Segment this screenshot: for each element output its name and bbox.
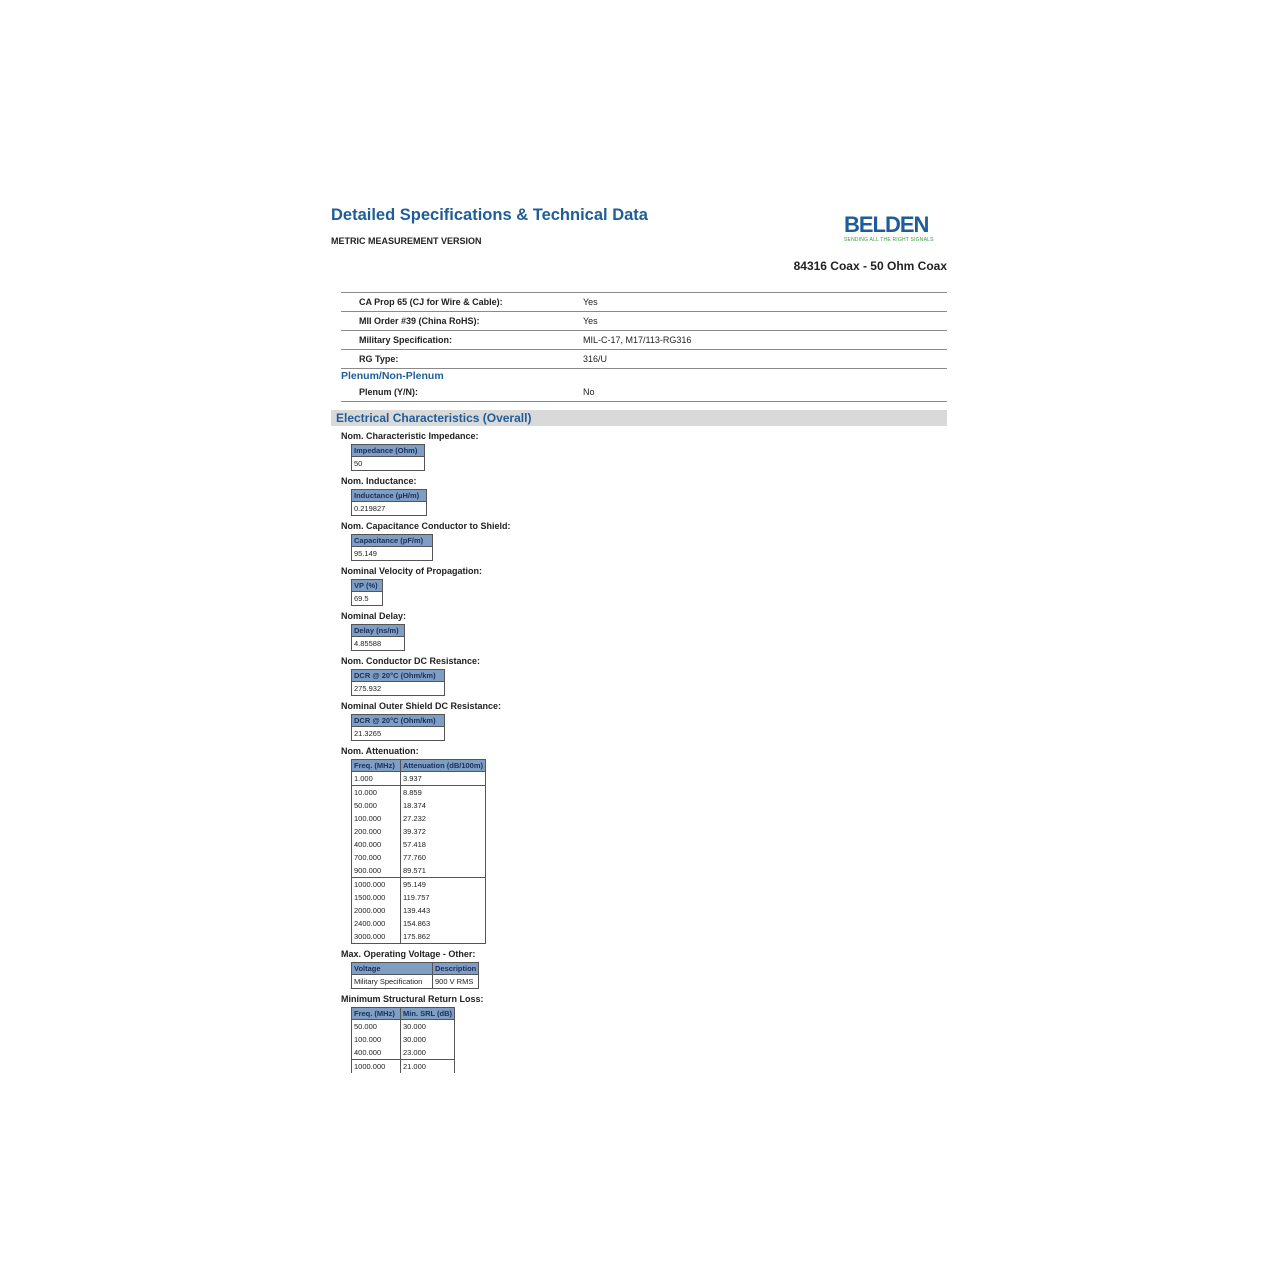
table-header: DCR @ 20°C (Ohm/km) [352,670,445,682]
table-cell: 21.000 [401,1060,455,1074]
table-cell: 77.760 [401,851,486,864]
table-cell: 30.000 [401,1020,455,1034]
conductor-dcr-label: Nom. Conductor DC Resistance: [341,656,481,666]
table-cell: 21.3265 [352,727,445,741]
table-header: Voltage [352,963,433,975]
table-cell: 1.000 [352,772,401,786]
table-row [352,891,486,904]
spec-label: CA Prop 65 (CJ for Wire & Cable): [359,297,503,307]
table-cell: 700.000 [352,851,401,864]
table-row [352,864,486,878]
table-cell: 119.757 [401,891,486,904]
attenuation-table [351,759,486,944]
belden-logo [844,214,934,243]
table-header: Freq. (MHz) [352,760,401,772]
table-header: Freq. (MHz) [352,1008,401,1020]
table-cell: 18.374 [401,799,486,812]
table-cell: 3.937 [401,772,486,786]
table-header: VP (%) [352,580,383,592]
spec-label: MII Order #39 (China RoHS): [359,316,480,326]
table-cell: 0.219827 [352,502,427,516]
table-cell: 100.000 [352,1033,401,1046]
table-row [352,975,479,989]
inductance-label: Nom. Inductance: [341,476,417,486]
table-cell: 1000.000 [352,878,401,892]
table-row [352,825,486,838]
table-row [352,1020,455,1034]
table-cell: 1500.000 [352,891,401,904]
table-cell: 95.149 [401,878,486,892]
table-header: DCR @ 20°C (Ohm/km) [352,715,445,727]
table-cell: 30.000 [401,1033,455,1046]
spec-row [341,349,947,369]
spec-row [341,330,947,349]
capacitance-table [351,534,433,561]
spec-value: No [583,387,595,397]
page-subtitle: METRIC MEASUREMENT VERSION [331,236,482,246]
electrical-blocks [341,426,511,1073]
table-cell: 100.000 [352,812,401,825]
table-row [352,917,486,930]
table-cell: 154.863 [401,917,486,930]
table-cell: 2400.000 [352,917,401,930]
shield-dcr-table [351,714,445,741]
table-cell: 89.571 [401,864,486,878]
capacitance-label: Nom. Capacitance Conductor to Shield: [341,521,511,531]
table-cell: 95.149 [352,547,433,561]
table-cell: 27.232 [401,812,486,825]
table-cell: 200.000 [352,825,401,838]
table-cell: 139.443 [401,904,486,917]
table-cell: 39.372 [401,825,486,838]
plenum-row [341,383,947,402]
impedance-label: Nom. Characteristic Impedance: [341,431,479,441]
table-row [352,786,486,800]
table-row [352,812,486,825]
conductor-dcr-table [351,669,445,696]
section-title: Electrical Characteristics (Overall) [336,411,532,425]
table-cell: 4.85588 [352,637,405,651]
table-row [352,838,486,851]
table-cell: 275.932 [352,682,445,696]
table-header: Impedance (Ohm) [352,445,425,457]
table-cell: 900.000 [352,864,401,878]
spec-label: Military Specification: [359,335,453,345]
table-row [352,851,486,864]
table-header: Min. SRL (dB) [401,1008,455,1020]
srl-table [351,1007,455,1073]
logo-wordmark: BELDEN [844,212,929,237]
table-header: Inductance (µH/m) [352,490,427,502]
spec-value: Yes [583,297,598,307]
table-cell: 10.000 [352,786,401,800]
spec-value: Yes [583,316,598,326]
table-cell: 175.862 [401,930,486,944]
table-row [352,799,486,812]
table-cell: 400.000 [352,1046,401,1060]
table-row [352,904,486,917]
product-name: 84316 Coax - 50 Ohm Coax [793,259,947,273]
table-cell: 2000.000 [352,904,401,917]
table-row [352,878,486,892]
table-cell: 23.000 [401,1046,455,1060]
table-cell: 50.000 [352,1020,401,1034]
table-cell: Military Specification [352,975,433,989]
table-header: Delay (ns/m) [352,625,405,637]
velocity-label: Nominal Velocity of Propagation: [341,566,483,576]
velocity-table [351,579,383,606]
voltage-table [351,962,479,989]
table-row [352,1046,455,1060]
table-cell: 8.859 [401,786,486,800]
spec-label: RG Type: [359,354,399,364]
table-cell: 50.000 [352,799,401,812]
logo-tagline: SENDING ALL THE RIGHT SIGNALS [844,237,934,243]
table-row [352,930,486,944]
table-row [352,1060,455,1074]
table-cell: 57.418 [401,838,486,851]
table-cell: 900 V RMS [433,975,479,989]
table-cell: 400.000 [352,838,401,851]
section-header [331,410,947,426]
table-cell: 69.5 [352,592,383,606]
table-row [352,1033,455,1046]
table-row [352,772,486,786]
spec-value: 316/U [583,354,608,364]
table-header: Description [433,963,479,975]
attenuation-label: Nom. Attenuation: [341,746,419,756]
spec-row [341,292,947,311]
plenum-heading: Plenum/Non-Plenum [341,370,444,382]
table-header: Capacitance (pF/m) [352,535,433,547]
table-header: Attenuation (dB/100m) [401,760,486,772]
spec-label: Plenum (Y/N): [359,387,419,397]
table-cell: 50 [352,457,425,471]
page-title: Detailed Specifications & Technical Data [331,206,648,224]
table-cell: 1000.000 [352,1060,401,1074]
general-specs-table [341,292,947,369]
table-cell: 3000.000 [352,930,401,944]
spec-value: MIL-C-17, M17/113-RG316 [583,335,692,345]
delay-label: Nominal Delay: [341,611,407,621]
voltage-label: Max. Operating Voltage - Other: [341,949,476,959]
srl-label: Minimum Structural Return Loss: [341,994,484,1004]
impedance-table [351,444,425,471]
inductance-table [351,489,427,516]
spec-row [341,311,947,330]
shield-dcr-label: Nominal Outer Shield DC Resistance: [341,701,502,711]
delay-table [351,624,405,651]
